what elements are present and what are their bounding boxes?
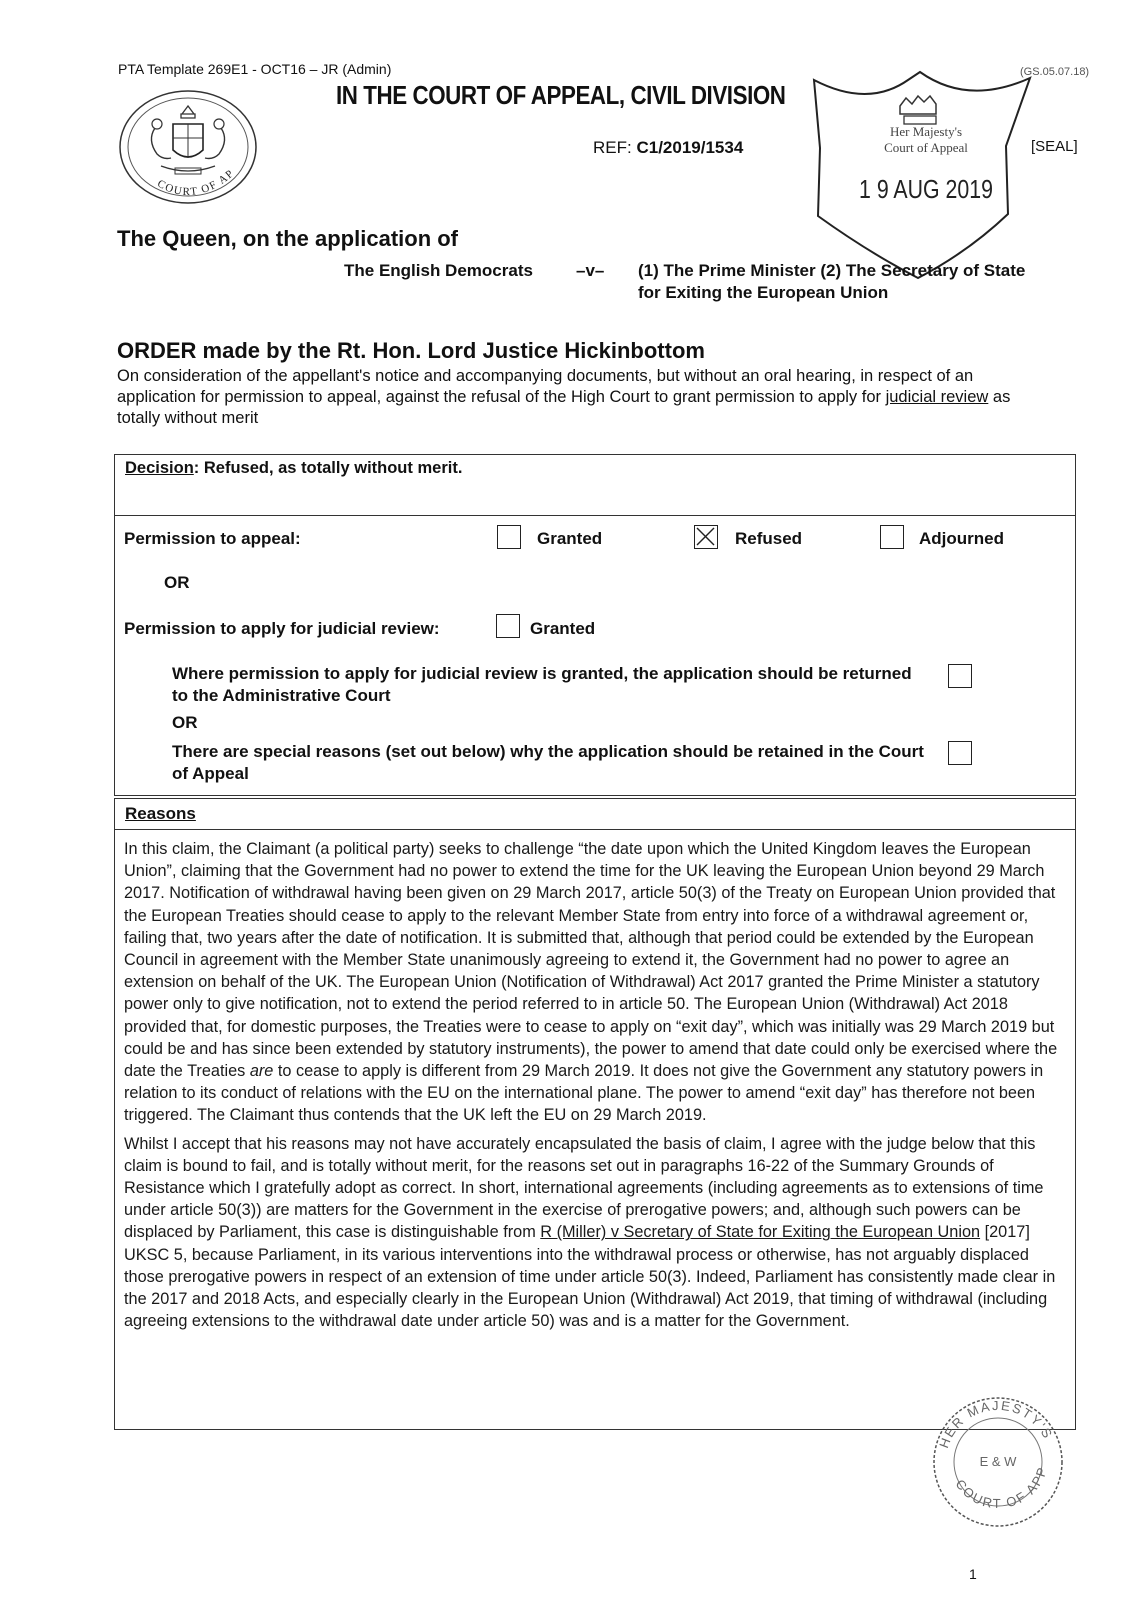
stamp-line2: Court of Appeal — [884, 140, 968, 155]
appeal-refused-label: Refused — [735, 529, 803, 548]
reasons-body — [124, 838, 1066, 1338]
defendant-1: (1) The Prime Minister — [638, 261, 821, 280]
admin-court-checkbox[interactable] — [948, 664, 972, 688]
decision — [125, 459, 462, 478]
decision-label: Decision — [125, 459, 194, 477]
or-separator-1: OR — [164, 573, 190, 592]
decision-value: : Refused, as totally without merit. — [193, 459, 463, 477]
jr-granted-label: Granted — [530, 619, 596, 638]
court-title: IN THE COURT OF APPEAL, CIVIL DIVISION — [336, 80, 786, 110]
case-heading: The Queen, on the application of — [117, 226, 459, 251]
gs-reference: (GS.05.07.18) — [1020, 66, 1090, 78]
defendants-line2: for Exiting the European Union — [638, 283, 889, 302]
seal-bottom-text: COURT OF APP — [952, 1463, 1051, 1512]
jr-permission-label: Permission to apply for judicial review: — [124, 619, 440, 638]
case-citation: R (Miller) v Secretary of State for Exiting the European Union — [540, 1223, 981, 1242]
template-reference: PTA Template 269E1 - OCT16 – JR (Admin) — [118, 61, 392, 77]
ref-label: REF: — [593, 138, 632, 157]
seal-label: [SEAL] — [1031, 138, 1078, 155]
round-court-seal — [928, 1392, 1068, 1532]
appeal-granted-label: Granted — [537, 529, 603, 548]
seal-center-text: E & W — [979, 1454, 1017, 1469]
court-date-stamp — [808, 66, 1038, 282]
crest-icon — [117, 88, 259, 206]
order-intro: On consideration of the appellant's notice and accompanying documents, but without an oral hearing, in respect of an application for permission to appeal, against the refusal of the High Court to grant permission to apply for judicial review as totally without merit — [117, 367, 1011, 427]
seal-top-text: HER MAJESTY'S — [936, 1397, 1057, 1451]
retained-text: There are special reasons (set out below) why the application should be retained in the Court of Appeal — [172, 742, 924, 783]
reasons-paragraph-1: In this claim, the Claimant (a political party) seeks to challenge “the date upon which the United Kingdom leaves the European Union”, claiming that the Government had no power to extend the time for the UK leaving the European Union beyond 29 March 2017. Notification of withdrawal having been given on 29 March 2017, article 50(3) of the Treaty on European Union provided that the European Treaties should cease to apply to the relevant Member State from entry into force of a withdrawal agreement or, failing that, two years after the date of notification. It is submitted that, although that period could be extended by the European Council in agreement with the Member State unanimously agreeing to extend it, the Government had no power to agree an extension on behalf of the UK. The European Union (Notification of Withdrawal) Act 2017 granted the Prime Minister a statutory power only to give notification, not to extend the period referred to in article 50. The European Union (Withdrawal) Act 2018 provided that, for domestic purposes, the Treaties were to cease to apply on “exit day”, which was initially was 29 March 2019 but could be and has since been extended by statutory instruments), the power to amend that date could only be exercised where the date the Treaties are to cease to apply is different from 29 March 2019. It does not give the Government any statutory powers in relation to its conduct of relations with the EU on the international plane. The power to amend “exit day” has therefore not been triggered. The Claimant thus contends that the UK left the EU on 29 March 2019. — [124, 840, 1058, 1125]
appeal-adjourned-checkbox[interactable] — [880, 525, 904, 549]
stamp-date: 1 9 AUG 2019 — [859, 175, 993, 205]
reasons-title: Reasons — [125, 804, 196, 823]
admin-court-text: Where permission to apply for judicial review is granted, the application should be returned to the Administrative Court — [172, 664, 912, 705]
versus: –v– — [576, 261, 605, 280]
reasons-paragraph-2: Whilst I accept that his reasons may not have accurately encapsulated the basis of claim, I agree with the judge below that this claim is bound to fail, and is totally without merit, for the reasons set out in paragraphs 16-22 of the Summary Grounds of Resistance which I gratefully adopt as correct. In short, international agreements (including agreements as to extensions of time under article 50(3)) are matters for the Government in the exercise of prerogative powers; and, although such powers can be displaced by Parliament, this case is distinguishable from R (Miller) v Secretary of State for Exiting the European Union [2017] UKSC 5, because Parliament, in its various interventions into the withdrawal process or otherwise, has not arguably displaced those prerogative powers in respect of an extension of time under article 50(3). Indeed, Parliament has consistently made clear in the 2017 and 2018 Acts, and especially clearly in the European Union (Withdrawal) Act 2019, that timing of withdrawal (including agreeing extensions to the withdrawal date under article 50) was and is a matter for the Government. — [124, 1134, 1056, 1331]
royal-crest-stamp — [117, 88, 259, 206]
order-title: ORDER made by the Rt. Hon. Lord Justice Hickinbottom — [117, 338, 705, 363]
page-number: 1 — [969, 1566, 977, 1582]
reference-line — [593, 138, 743, 158]
or-separator-2: OR — [172, 713, 198, 732]
defendant-2: (2) The Secretary of State — [820, 261, 1026, 280]
appeal-granted-checkbox[interactable] — [497, 525, 521, 549]
crown-icon — [900, 96, 936, 114]
svg-text:HER MAJESTY'S — [936, 1398, 1056, 1450]
permission-to-appeal-label: Permission to appeal: — [124, 529, 301, 548]
stamp-line1: Her Majesty's — [889, 124, 963, 139]
crest-text: COURT OF AP — [155, 167, 237, 199]
checkmark-x-icon — [695, 526, 716, 547]
appeal-adjourned-label: Adjourned — [919, 529, 1004, 548]
appeal-refused-checkbox[interactable] — [694, 525, 718, 549]
claimant: The English Democrats — [344, 261, 533, 280]
retained-checkbox[interactable] — [948, 741, 972, 765]
ref-value: C1/2019/1534 — [636, 138, 744, 157]
reasons-header-box — [114, 798, 1076, 830]
defendants-line1 — [638, 261, 1025, 281]
judicial-review-term: judicial review — [885, 388, 989, 406]
jr-granted-checkbox[interactable] — [496, 614, 520, 638]
